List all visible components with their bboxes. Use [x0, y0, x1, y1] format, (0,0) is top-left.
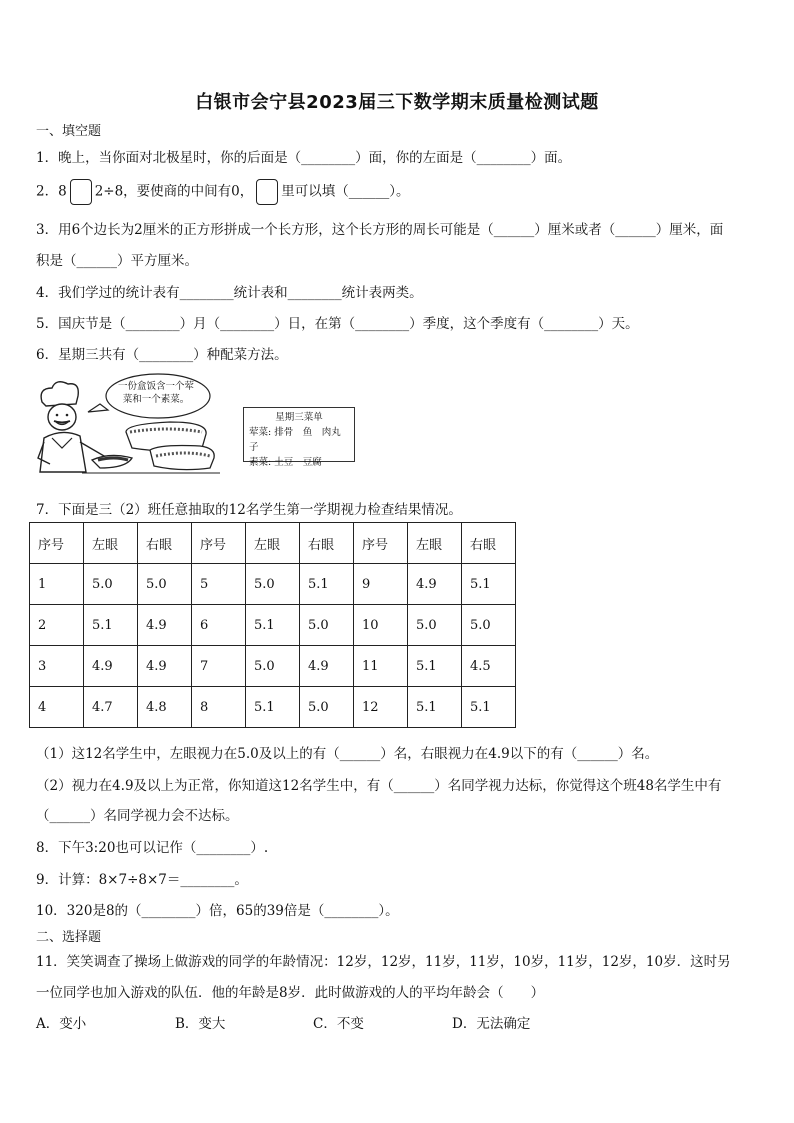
question-6: 6．星期三共有（________）种配菜方法。: [36, 347, 288, 363]
table-cell: 4.9: [300, 646, 354, 687]
table-cell: 5.1: [300, 564, 354, 605]
table-cell: 7: [192, 646, 246, 687]
table-cell: 4.5: [462, 646, 516, 687]
table-header-cell: 右眼: [138, 523, 192, 564]
menu-veg-dishes: 素菜: 土豆 豆腐: [249, 457, 322, 468]
question-11-line-2: 一位同学也加入游戏的队伍．他的年龄是8岁．此时做游戏的人的平均年龄会（ ）: [36, 985, 545, 1001]
table-row: [30, 646, 516, 687]
bubble-line-1: 一份盒饭含一个荤: [117, 381, 194, 392]
question-11-line-1: 11．笑笑调查了操场上做游戏的同学的年龄情况：12岁，12岁，11岁，11岁，10岁，11岁，12岁，10岁．这时另: [36, 954, 731, 970]
question-2: [36, 179, 410, 205]
table-row: [30, 564, 516, 605]
table-cell: 4.9: [138, 605, 192, 646]
table-cell: 5.0: [246, 564, 300, 605]
table-cell: 8: [192, 687, 246, 728]
question-2-part-b: 2÷8，要使商的中间有0，: [94, 183, 254, 200]
question-5: 5．国庆节是（________）月（________）日，在第（________）季度，这个季度有（________）天。: [36, 316, 639, 332]
question-7-part-2-line-1: （2）视力在4.9及以上为正常，你知道这12名学生中，有（______）名同学视力达标，你觉得这个班48名学生中有: [36, 778, 722, 794]
table-header-cell: 序号: [354, 523, 408, 564]
section-heading-fill-blank: 一、填空题: [36, 124, 102, 139]
table-cell: 5.0: [300, 605, 354, 646]
table-cell: 4.7: [84, 687, 138, 728]
question-2-part-a: 2．8: [36, 183, 67, 200]
table-cell: 4.8: [138, 687, 192, 728]
table-cell: 5.1: [462, 687, 516, 728]
option-b: B．变大: [175, 1016, 226, 1032]
table-cell: 4: [30, 687, 84, 728]
table-cell: 5.0: [138, 564, 192, 605]
table-cell: 5.1: [408, 687, 462, 728]
menu-title: 星期三菜单: [275, 412, 323, 423]
wednesday-menu-card: [243, 407, 355, 468]
table-cell: 5: [192, 564, 246, 605]
question-1: 1．晚上，当你面对北极星时，你的后面是（________）面，你的左面是（________）面。: [36, 150, 572, 166]
table-cell: 5.0: [408, 605, 462, 646]
table-cell: 5.1: [462, 564, 516, 605]
question-8: 8．下午3:20也可以记作（________）.: [36, 840, 269, 856]
table-cell: 5.1: [84, 605, 138, 646]
blank-box: [70, 179, 92, 205]
question-2-part-c: 里可以填（______）。: [281, 183, 410, 200]
question-4: 4．我们学过的统计表有________统计表和________统计表两类。: [36, 285, 423, 301]
table-cell: 3: [30, 646, 84, 687]
table-cell: 5.0: [84, 564, 138, 605]
table-cell: 5.0: [246, 646, 300, 687]
question-3-line-1: 3．用6个边长为2厘米的正方形拼成一个长方形，这个长方形的周长可能是（______）厘米或者（______）厘米，面: [36, 222, 724, 238]
table-cell: 6: [192, 605, 246, 646]
table-cell: 5.1: [408, 646, 462, 687]
table-header-cell: 序号: [30, 523, 84, 564]
table-header-cell: 右眼: [300, 523, 354, 564]
table-cell: 9: [354, 564, 408, 605]
table-header-cell: 左眼: [84, 523, 138, 564]
table-cell: 10: [354, 605, 408, 646]
question-9: 9．计算：8×7÷8×7＝________。: [36, 872, 248, 888]
page-title: 白银市会宁县2023届三下数学期末质量检测试题: [195, 92, 599, 113]
table-header-row: [30, 523, 516, 564]
question-7-part-1: （1）这12名学生中，左眼视力在5.0及以上的有（______）名，右眼视力在4.9以下的有（______）名。: [36, 746, 659, 762]
table-header-cell: 序号: [192, 523, 246, 564]
table-header-cell: 左眼: [246, 523, 300, 564]
table-cell: 5.0: [300, 687, 354, 728]
table-row: [30, 687, 516, 728]
table-header-cell: 左眼: [408, 523, 462, 564]
vision-results-table: [29, 522, 516, 728]
option-d: D．无法确定: [452, 1016, 531, 1032]
option-a: A．变小: [36, 1016, 87, 1032]
question-7-part-2-line-2: （______）名同学视力会不达标。: [36, 808, 239, 824]
speech-bubble-text: [116, 380, 196, 406]
chef-hat-icon: [41, 382, 78, 406]
bubble-line-2: 菜和一个素菜。: [122, 394, 190, 405]
question-7: 7．下面是三（2）班任意抽取的12名学生第一学期视力检查结果情况。: [36, 502, 462, 518]
table-cell: 11: [354, 646, 408, 687]
table-row: [30, 605, 516, 646]
table-header-cell: 右眼: [462, 523, 516, 564]
table-cell: 5.1: [246, 605, 300, 646]
table-cell: 5.0: [462, 605, 516, 646]
table-cell: 4.9: [408, 564, 462, 605]
option-c: C．不变: [313, 1016, 364, 1032]
table-cell: 2: [30, 605, 84, 646]
table-cell: 4.9: [84, 646, 138, 687]
section-heading-multiple-choice: 二、选择题: [36, 930, 102, 945]
question-3-line-2: 积是（______）平方厘米。: [36, 253, 198, 269]
table-cell: 4.9: [138, 646, 192, 687]
menu-meat-dishes: 荤菜: 排骨 鱼 肉丸子: [249, 427, 341, 453]
question-10: 10．320是8的（________）倍，65的39倍是（________）。: [36, 903, 399, 919]
table-cell: 5.1: [246, 687, 300, 728]
table-cell: 12: [354, 687, 408, 728]
blank-box: [256, 179, 278, 205]
table-cell: 1: [30, 564, 84, 605]
